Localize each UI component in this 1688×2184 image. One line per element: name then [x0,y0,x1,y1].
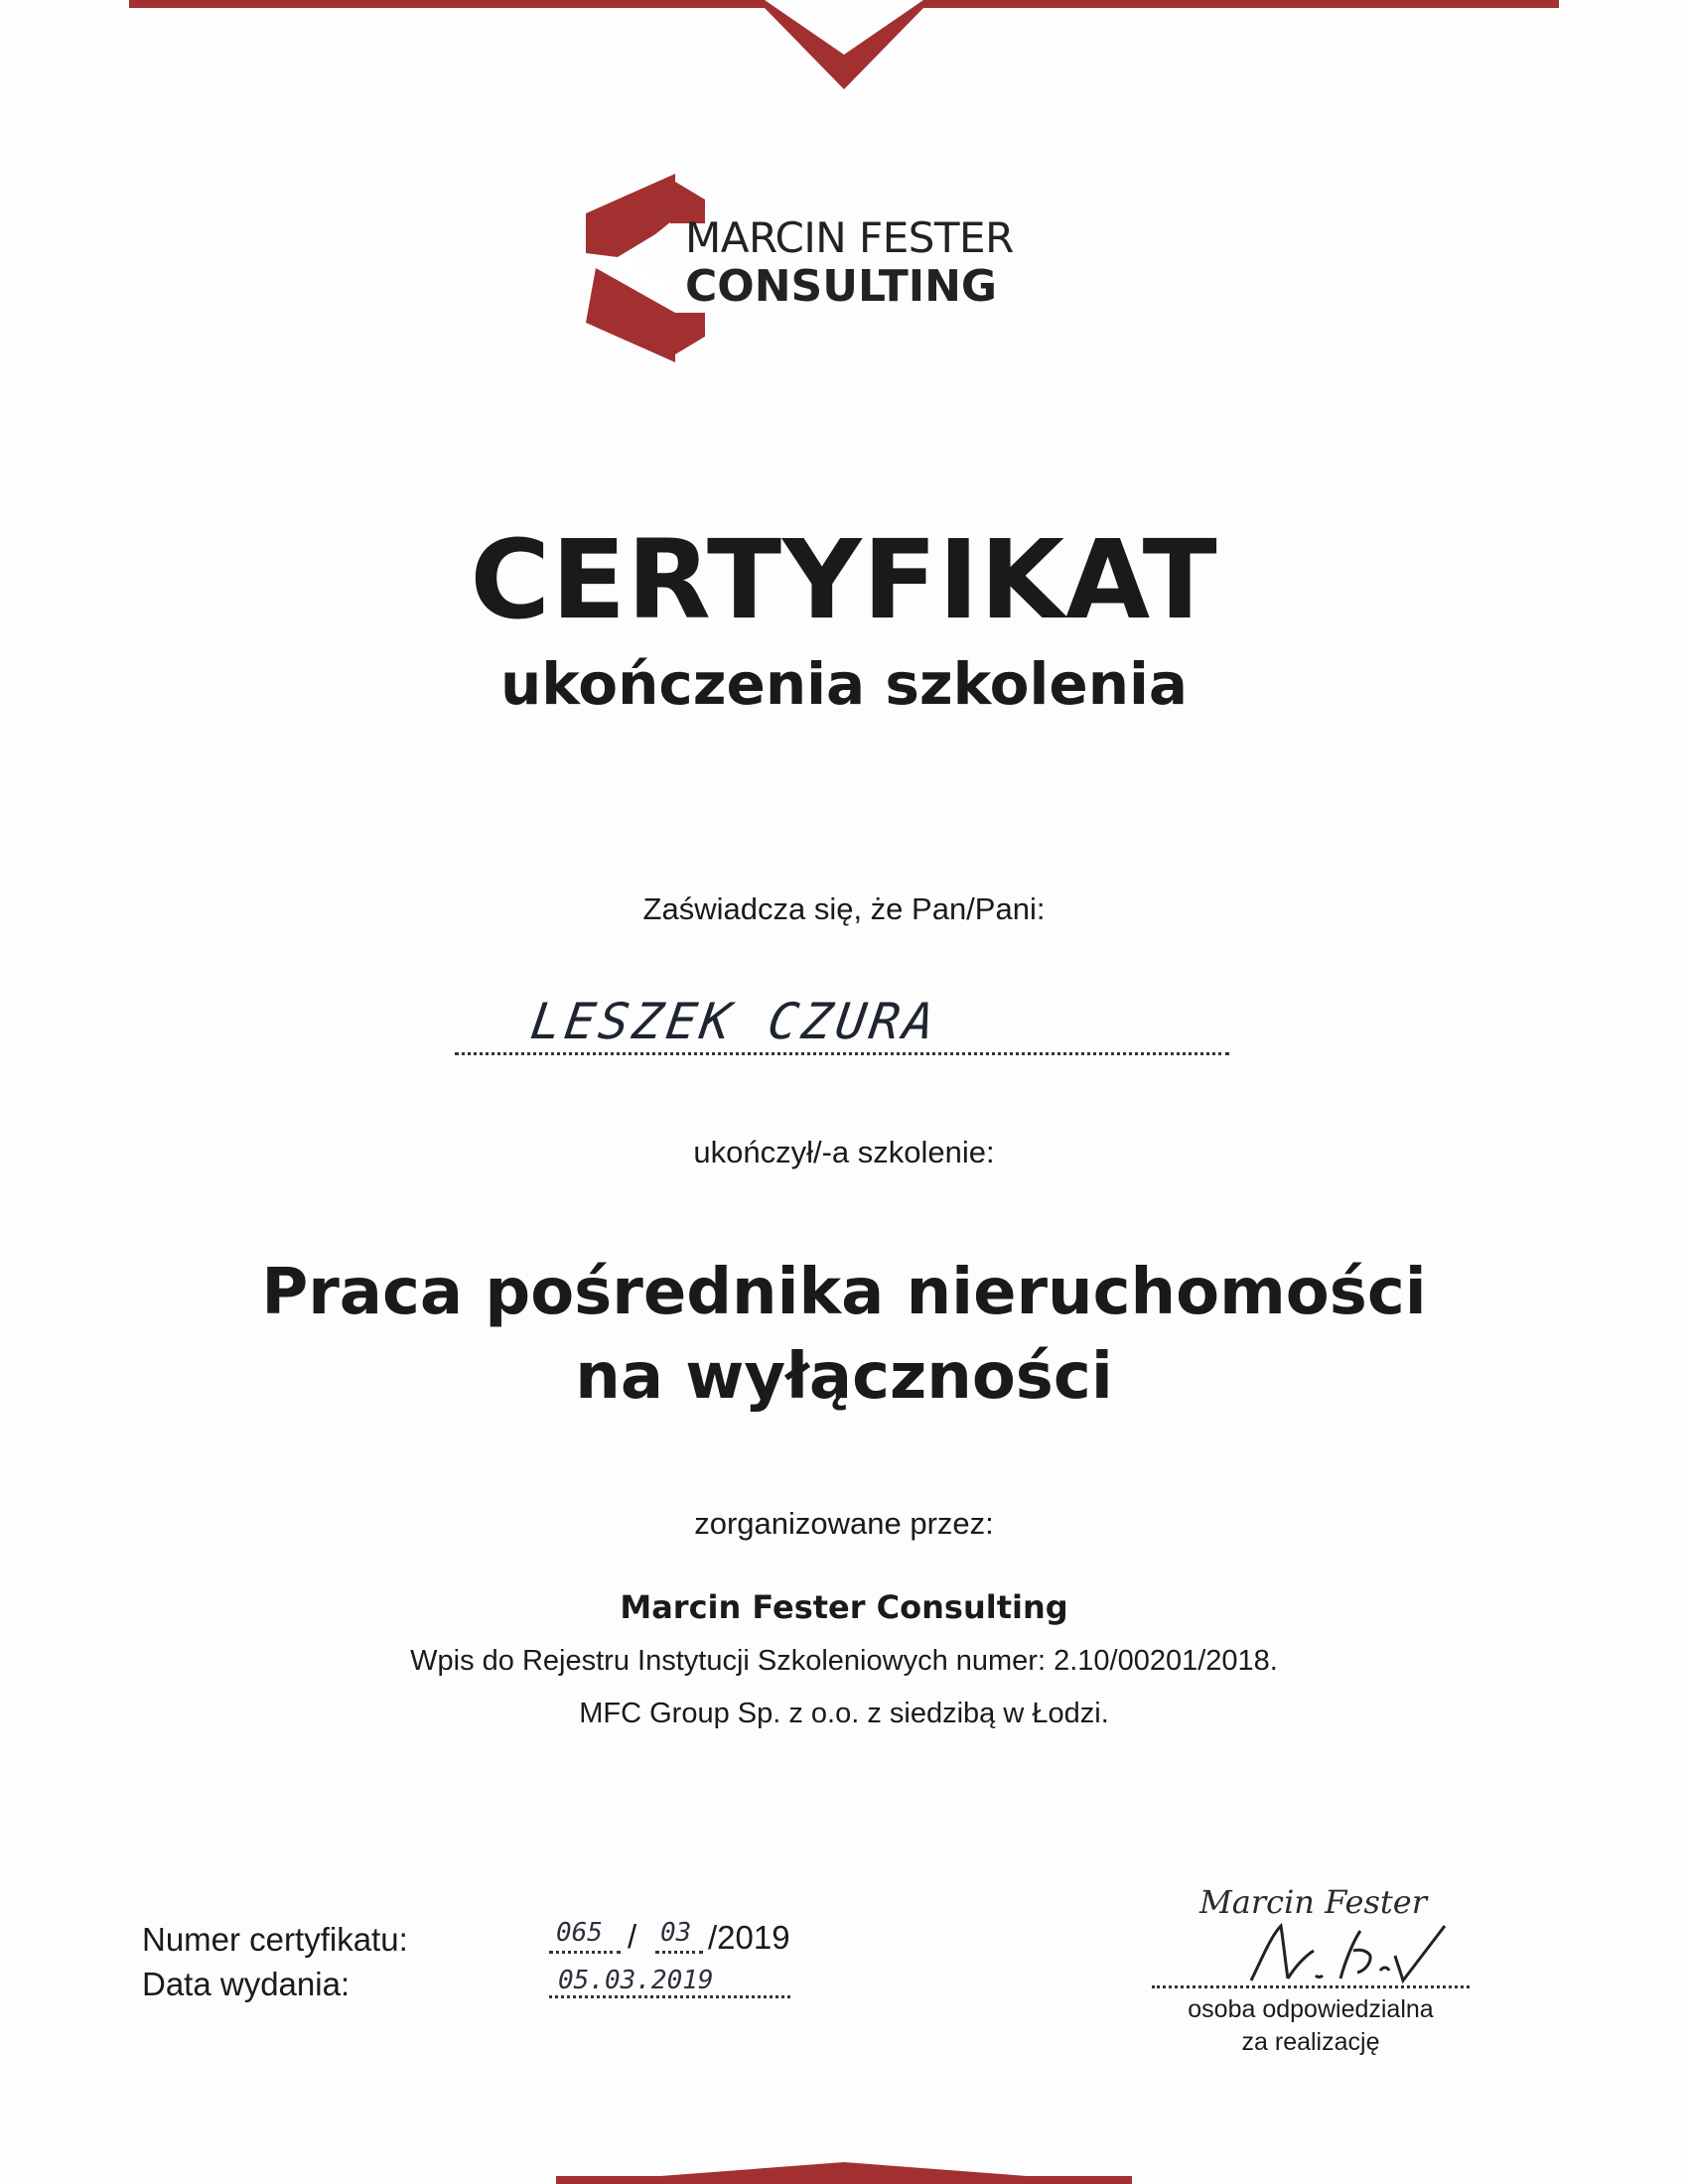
bottom-decorative-band [0,2124,1688,2184]
organized-text: zorganizowane przez: [694,1506,994,1541]
certifies-text: Zaświadcza się, że Pan/Pani: [642,891,1046,926]
signer-role-line2: za realizację [1241,2028,1380,2056]
logo-text-name: MARCIN FESTER [685,213,1014,262]
certificate-number-year: /2019 [708,1919,790,1956]
signer-role-line1: osoba odpowiedzialna [1188,1995,1434,2023]
course-title-line1: Praca pośrednika nieruchomości [261,1256,1427,1329]
course-title-line2: na wyłączności [575,1340,1113,1414]
certificate-number-dotted-line-2 [655,1951,703,1954]
issue-date-label: Data wydania: [142,1966,351,2002]
logo-text-consulting: CONSULTING [685,261,998,312]
organizer-company: MFC Group Sp. z o.o. z siedzibą w Łodzi. [579,1698,1109,1729]
issue-date-value: 05.03.2019 [558,1966,714,1995]
signer-name: Marcin Fester [1199,1883,1427,1921]
certificate-number-dotted-line [549,1951,621,1954]
handwritten-signature [1246,1921,1455,1985]
issue-date-dotted-line [549,1995,790,1998]
certificate-number-label: Numer certyfikatu: [142,1921,408,1958]
recipient-name: LESZEK CZURA [526,993,942,1050]
completed-text: ukończył/-a szkolenie: [693,1135,995,1169]
recipient-dotted-line [455,1052,1229,1055]
organizer-name: Marcin Fester Consulting [620,1588,1068,1626]
company-logo [586,174,1043,362]
organizer-registry: Wpis do Rejestru Instytucji Szkoleniowych numer: 2.10/00201/2018. [410,1645,1278,1677]
page-title: CERTYFIKAT [470,516,1218,643]
page-subtitle: ukończenia szkolenia [499,650,1189,718]
certificate-number-part1: 065 [556,1918,603,1948]
top-decorative-band [0,0,1688,89]
signature-dotted-line [1152,1985,1470,1988]
certificate-number-separator: / [628,1918,637,1955]
certificate-number-part2: 03 [660,1918,692,1948]
